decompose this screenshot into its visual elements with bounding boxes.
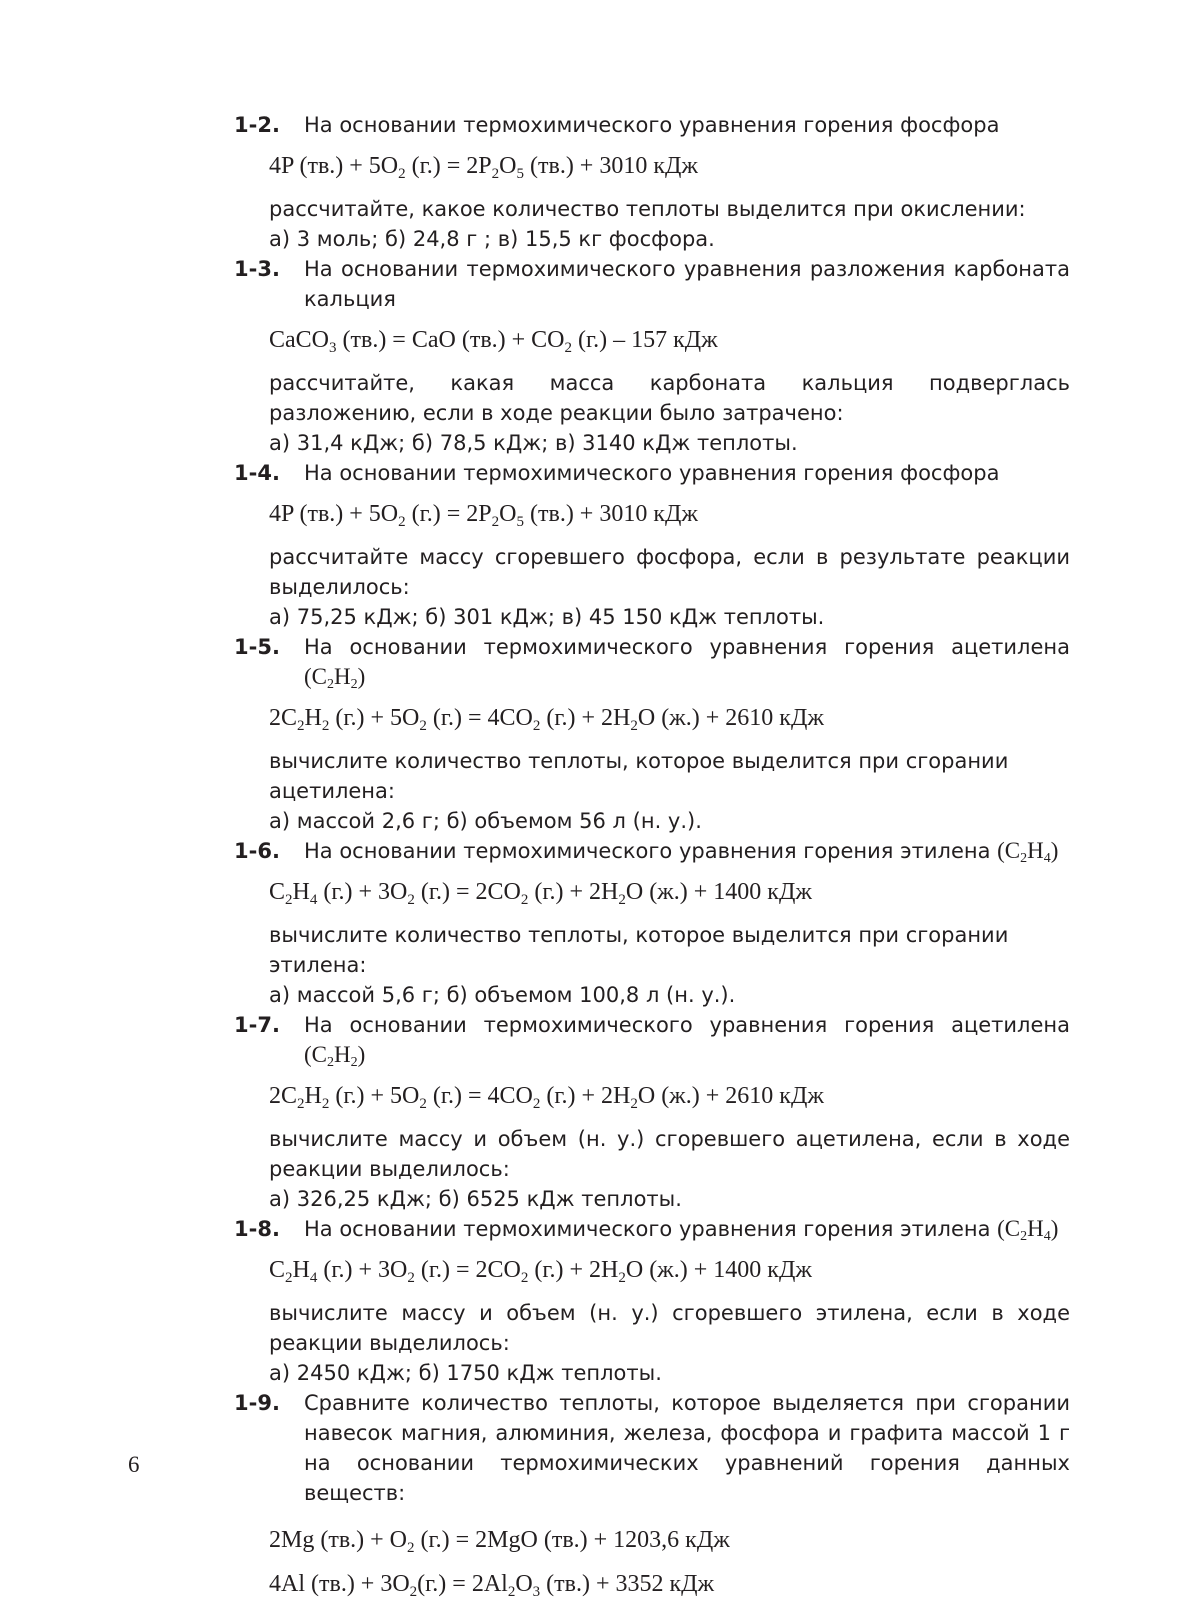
equation: $C_2H_4$ $(г.) + 3O_2$ $(г.) = 2CO_2$ $(г.) + 2H_2O$ (ж.) + 1400 кДж [269, 1257, 812, 1286]
problem-intro: На основании термохимического уравнения горения фосфора [304, 113, 1000, 137]
problem-1-2 [234, 110, 1070, 254]
problem-1-4 [234, 458, 1070, 632]
problem-1-6 [234, 836, 1070, 1010]
problem-number: 1-4. [234, 461, 280, 485]
problem-question: вычислите массу и объем (н. у.) сгоревшего этилена, если в ходе реакции выделилось: [269, 1301, 1070, 1355]
page-body [234, 110, 1070, 1604]
problem-question: рассчитайте, какое количество теплоты выделится при окислении: [269, 197, 1026, 221]
equation: $2C_2H_2$ $(г.) + 5O_2$ $(г.) = 4CO_2$ $(г.) + 2H_2O$ (ж.) + 2610 кДж [269, 705, 824, 734]
problem-number: 1-7. [234, 1013, 280, 1037]
equation: CaCO$_3$ (тв.) = CaO $(тв.) + CO_2$ (г.) – 157 кДж [269, 327, 718, 356]
problem-1-3 [234, 254, 1070, 458]
problem-intro: На основании термохимического уравнения горения ацетилена $(C_2H_2)$ [304, 1013, 1070, 1070]
problem-intro: Сравните количество теплоты, которое выделяется при сгорании навесок магния, алюминия, железа, фосфора и графита массой 1 г на основании термохимических уравнений горения данных веществ: [304, 1391, 1070, 1505]
problem-number: 1-8. [234, 1217, 280, 1241]
problem-1-9 [234, 1388, 1070, 1600]
problem-options: а) 3 моль; б) 24,8 г ; в) 15,5 кг фосфора. [269, 227, 715, 251]
equation: $2C_2H_2$ $(г.) + 5O_2$ $(г.) = 4CO_2$ $(г.) + 2H_2O$ (ж.) + 2610 кДж [269, 1083, 824, 1112]
problem-number: 1-2. [234, 113, 280, 137]
problem-intro: На основании термохимического уравнения горения фосфора [304, 461, 1000, 485]
equation: 4P $(тв.) + 5O_2$ $(г.) = 2P_2O_5$ (тв.) + 3010 кДж [269, 153, 698, 182]
problem-intro: На основании термохимического уравнения разложения карбоната кальция [304, 257, 1070, 311]
problem-options: а) 75,25 кДж; б) 301 кДж; в) 45 150 кДж теплоты. [269, 605, 825, 629]
problem-options: а) 31,4 кДж; б) 78,5 кДж; в) 3140 кДж теплоты. [269, 431, 798, 455]
problem-question: рассчитайте, какая масса карбоната кальция подверглась разложению, если в ходе реакции было затрачено: [269, 371, 1070, 425]
equation-magnesium: 2Mg $(тв.) + O_2$ (г.) = 2MgO (тв.) + 1203,6 кДж [269, 1527, 730, 1556]
equation-aluminium: 4Al $(тв.) + 3O_2(г.) = 2Al_2O_3$ (тв.) + 3352 кДж [269, 1571, 715, 1600]
problem-question: рассчитайте массу сгоревшего фосфора, если в результате реакции выделилось: [269, 545, 1070, 599]
problem-question: вычислите количество теплоты, которое выделится при сгорании ацетилена: [269, 749, 1009, 803]
problem-number: 1-9. [234, 1391, 280, 1415]
problem-intro: На основании термохимического уравнения горения этилена $(C_2H_4)$ [304, 1216, 1059, 1244]
problem-options: а) массой 5,6 г; б) объемом 100,8 л (н. у.). [269, 983, 736, 1007]
problem-options: а) 2450 кДж; б) 1750 кДж теплоты. [269, 1361, 662, 1385]
problem-1-5 [234, 632, 1070, 836]
problem-question: вычислите массу и объем (н. у.) сгоревшего ацетилена, если в ходе реакции выделилось: [269, 1127, 1070, 1181]
equation: 4P $(тв.) + 5O_2$ $(г.) = 2P_2O_5$ (тв.) + 3010 кДж [269, 501, 698, 530]
problem-options: а) массой 2,6 г; б) объемом 56 л (н. у.). [269, 809, 702, 833]
problem-question: вычислите количество теплоты, которое выделится при сгорании этилена: [269, 923, 1009, 977]
problem-1-8 [234, 1214, 1070, 1388]
problem-intro: На основании термохимического уравнения горения этилена $(C_2H_4)$ [304, 838, 1059, 866]
page-number: 6 [128, 1452, 140, 1477]
problem-intro: На основании термохимического уравнения горения ацетилена $(C_2H_2)$ [304, 635, 1070, 692]
problem-1-7 [234, 1010, 1070, 1214]
problem-number: 1-3. [234, 257, 280, 281]
equation: $C_2H_4$ $(г.) + 3O_2$ $(г.) = 2CO_2$ $(г.) + 2H_2O$ (ж.) + 1400 кДж [269, 879, 812, 908]
problem-number: 1-5. [234, 635, 280, 659]
problem-number: 1-6. [234, 839, 280, 863]
problem-options: а) 326,25 кДж; б) 6525 кДж теплоты. [269, 1187, 682, 1211]
